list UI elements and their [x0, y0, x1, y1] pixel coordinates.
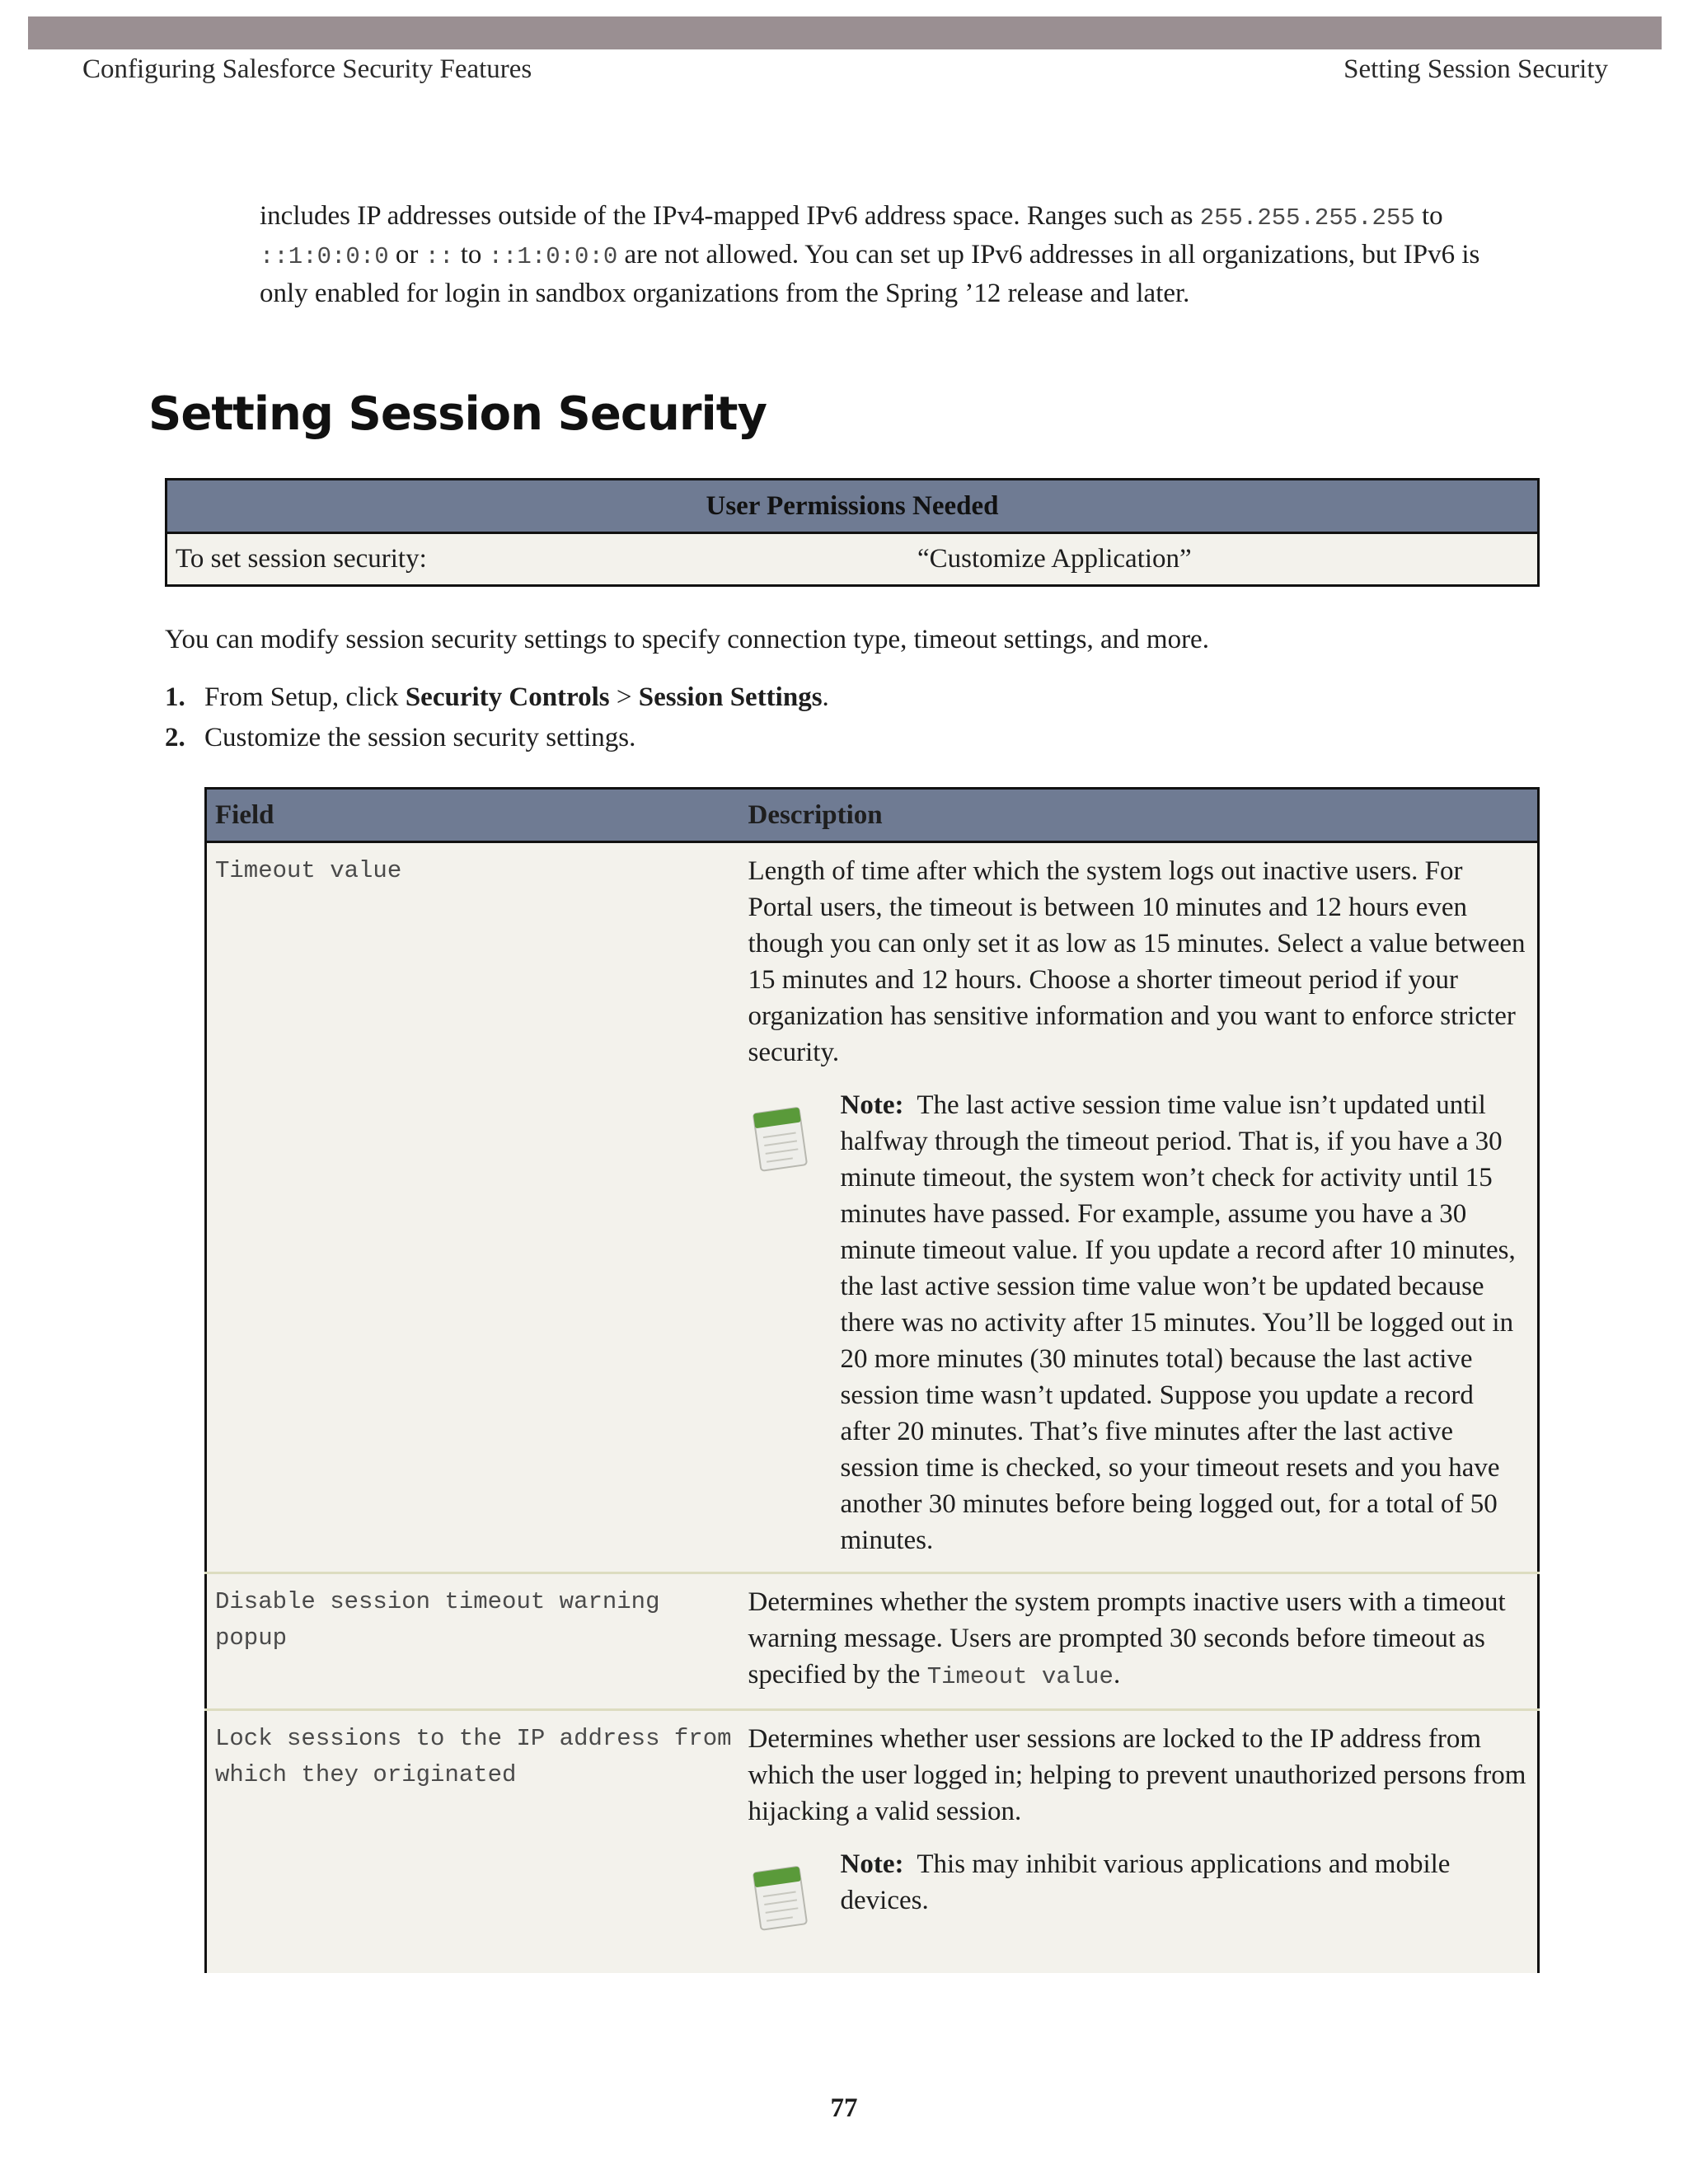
section-title: Setting Session Security [148, 387, 767, 441]
note-callout [748, 1087, 1530, 1558]
note-text: The last active session time value isn’t updated until halfway through the timeout period. That is, if you have a 30 minute timeout, the system won’t check for activity until 15 minutes have passed. For example, assume you have a 30 minute timeout value. If you update a record after 10 minutes, the last active session time value won’t be updated because there was no activity after 15 minutes. You’ll be logged out in 20 more minutes (30 minutes total) because the last active session time wasn’t updated. Suppose you update a record after 20 minutes. That’s five minutes after the last active session time is checked, so your timeout resets and you have another 30 minutes before being logged out, for a total of 50 minutes. [840, 1090, 1516, 1555]
intro-text: or [388, 240, 425, 269]
table-row [206, 842, 1539, 1573]
field-description [740, 842, 1539, 1573]
intro-paragraph [260, 198, 1529, 312]
menu-path-security-controls: Security Controls [405, 682, 610, 712]
intro-text: includes IP addresses outside of the IPv4-mapped IPv6 address space. Ranges such as [260, 201, 1200, 231]
field-description [740, 1573, 1539, 1710]
body-paragraph: You can modify session security settings to specify connection type, timeout settings, and more. [165, 625, 1209, 654]
header-bar [28, 16, 1662, 49]
note-body [841, 1087, 1530, 1558]
note-icon [748, 1087, 841, 1558]
description-text: Length of time after which the system logs out inactive users. For Portal users, the timeout is between 10 minutes and 12 hours even though you can only set it as low as 15 minutes. Select a value between 15 minutes and 12 hours. Choose a shorter timeout period if your organization has sensitive information and you want to enforce stricter security. [748, 856, 1526, 1067]
step-text: Customize the session security settings. [204, 723, 636, 752]
page-number: 77 [830, 2093, 858, 2123]
settings-table [204, 787, 1540, 1973]
description-text: Determines whether user sessions are locked to the IP address from which the user logged in; helping to prevent unauthorized persons from hijacking a valid session. [748, 1724, 1526, 1826]
note-text: This may inhibit various applications and mobile devices. [840, 1849, 1451, 1915]
table-row [206, 1573, 1539, 1710]
note-label: Note: [840, 1090, 904, 1120]
field-name: Lock sessions to the IP address from which they originated [206, 1710, 740, 1974]
intro-text: are not allowed. You can set up IPv6 addresses in all organizations, but IPv6 is only enabled for login in sandbox organizations from the Spring ’12 release and later. [260, 240, 1480, 308]
column-header-field: Field [206, 789, 740, 842]
note-icon [748, 1846, 841, 1947]
step-item [165, 677, 829, 718]
description-text: Determines whether the system prompts inactive users with a timeout warning message. Users are prompted 30 seconds before timeout as specified by the [748, 1587, 1506, 1690]
note-callout [748, 1846, 1530, 1947]
field-name: Timeout value [206, 842, 740, 1573]
column-header-description: Description [740, 789, 1539, 842]
step-number: 1. [165, 682, 185, 712]
permissions-header: User Permissions Needed [166, 480, 1539, 533]
description-code: Timeout value [926, 1663, 1114, 1690]
field-name: Disable session timeout warning popup [206, 1573, 740, 1710]
table-row [206, 1710, 1539, 1974]
permissions-value: “Customize Application” [917, 533, 1539, 586]
menu-path-session-settings: Session Settings [638, 682, 823, 712]
steps-list [165, 677, 829, 758]
step-text-end: . [822, 682, 829, 712]
intro-code: ::1:0:0:0 [260, 243, 389, 270]
intro-text: to [453, 240, 489, 269]
intro-code: 255.255.255.255 [1199, 204, 1415, 232]
intro-code: :: [424, 243, 454, 270]
step-text: From Setup, click [204, 682, 406, 712]
intro-code: ::1:0:0:0 [488, 243, 618, 270]
note-body [841, 1846, 1530, 1947]
intro-text: to [1414, 201, 1443, 231]
running-header-section: Setting Session Security [1343, 54, 1608, 84]
menu-path-separator: > [609, 682, 639, 712]
step-item [165, 718, 829, 758]
permissions-task: To set session security: [166, 533, 918, 586]
field-description [740, 1710, 1539, 1974]
description-text-end: . [1113, 1660, 1121, 1690]
note-label: Note: [840, 1849, 904, 1879]
running-header-chapter: Configuring Salesforce Security Features [82, 54, 532, 84]
permissions-table [165, 478, 1540, 587]
step-number: 2. [165, 723, 185, 752]
